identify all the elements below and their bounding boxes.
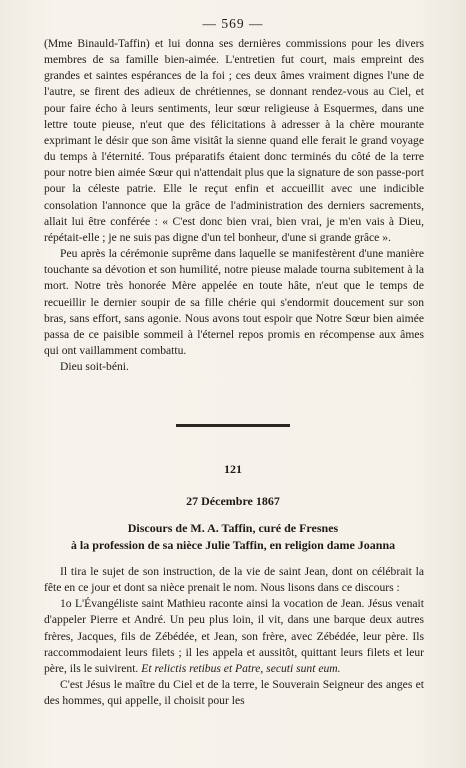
paragraph: C'est Jésus le maître du Ciel et de la terre, le Souverain Seigneur des anges et des hommes, qui appelle, il choisit pour les (44, 678, 424, 708)
latin-quote: Et relictis retibus et Patre, secuti sunt eum. (141, 661, 341, 675)
paragraph: Il tira le sujet de son instruction, de la vie de saint Jean, dont on célébrait la fête en ce jour et dont sa nièce prenait le nom. Nous lisons dans ce discours : (44, 565, 424, 595)
speech-text (44, 564, 424, 709)
closing-line: Dieu soit-béni. (60, 360, 129, 374)
paragraph: (Mme Binauld-Taffin) et lui donna ses dernières commissions pour les divers membres de sa famille bien-aimée. L'entretien fut court, mais empreint des grandes et saintes espérances de la foi ; ces deux âmes vraiment dignes l'une de l'autre, se firent des adieux de chrétiennes, se donnant rendez-vous au Ciel, et pour faire écho à leurs sentiments, leur sœur religieuse à Esquermes, dans une lettre toute pieuse, n'eut que des félicitations à adresser à la chère mourante exprimant le désir que son âme visitât la sienne quand elle ferait le grand voyage du temps à l'éternité. Tous préparatifs étaient donc terminés du côté de la terre pour notre bien aimée Sœur qui n'attendait plus que la signature de son passe-port pour la céleste patrie. Elle le reçut enfin et accueillit avec une indicible consolation l'annonce que la grâce de l'administration des derniers sacrements, allait lui être conférée : « C'est donc bien vrai, bien vrai, je m'en vais à Dieu, répétait-elle ; je ne suis pas digne d'un tel bonheur, d'une si grande grâce ». (44, 37, 424, 244)
section-heading-line-1: Discours de M. A. Taffin, curé de Fresnes (127, 521, 339, 535)
paragraph-text: 1o L'Évangéliste saint Mathieu raconte ainsi la vocation de Jean. Jésus venait d'appeler Pierre et André. Un peu plus loin, il vit, dans une barque deux autres frères, Jacques, fils de Zébédée, et Jean, son frère, avec Zébédée, leur père. Ils raccommodaient leurs filets ; il les appela et aussitôt, quittant leurs filets et leur père, ils le suivirent. (44, 597, 424, 675)
section-date: 27 Décembre 1867 (186, 494, 280, 508)
paragraph: Peu après la cérémonie suprême dans laquelle se manifestèrent d'une manière touchante sa dévotion et son humilité, notre pieuse malade tourna subitement à la mort. Notre très honorée Mère appelée en toute hâte, n'eut que le temps de recueillir le dernier soupir de sa fille chérie qui s'endormit doucement sur son bras, sans effort, sans agonie. Nous avons tout espoir que Notre Sœur bien aimée passa de ce paisible sommeil à l'éternel repos promis en récompense aux âmes qui ont vaillamment combattu. (44, 247, 424, 357)
paragraph (44, 596, 424, 677)
section-number: 121 (224, 462, 242, 476)
section-heading-line-2: à la profession de sa nièce Julie Taffin, en religion dame Joanna (70, 538, 396, 552)
obituary-text (44, 36, 424, 375)
page-number: — 569 — (202, 16, 264, 31)
section-divider (176, 424, 290, 427)
